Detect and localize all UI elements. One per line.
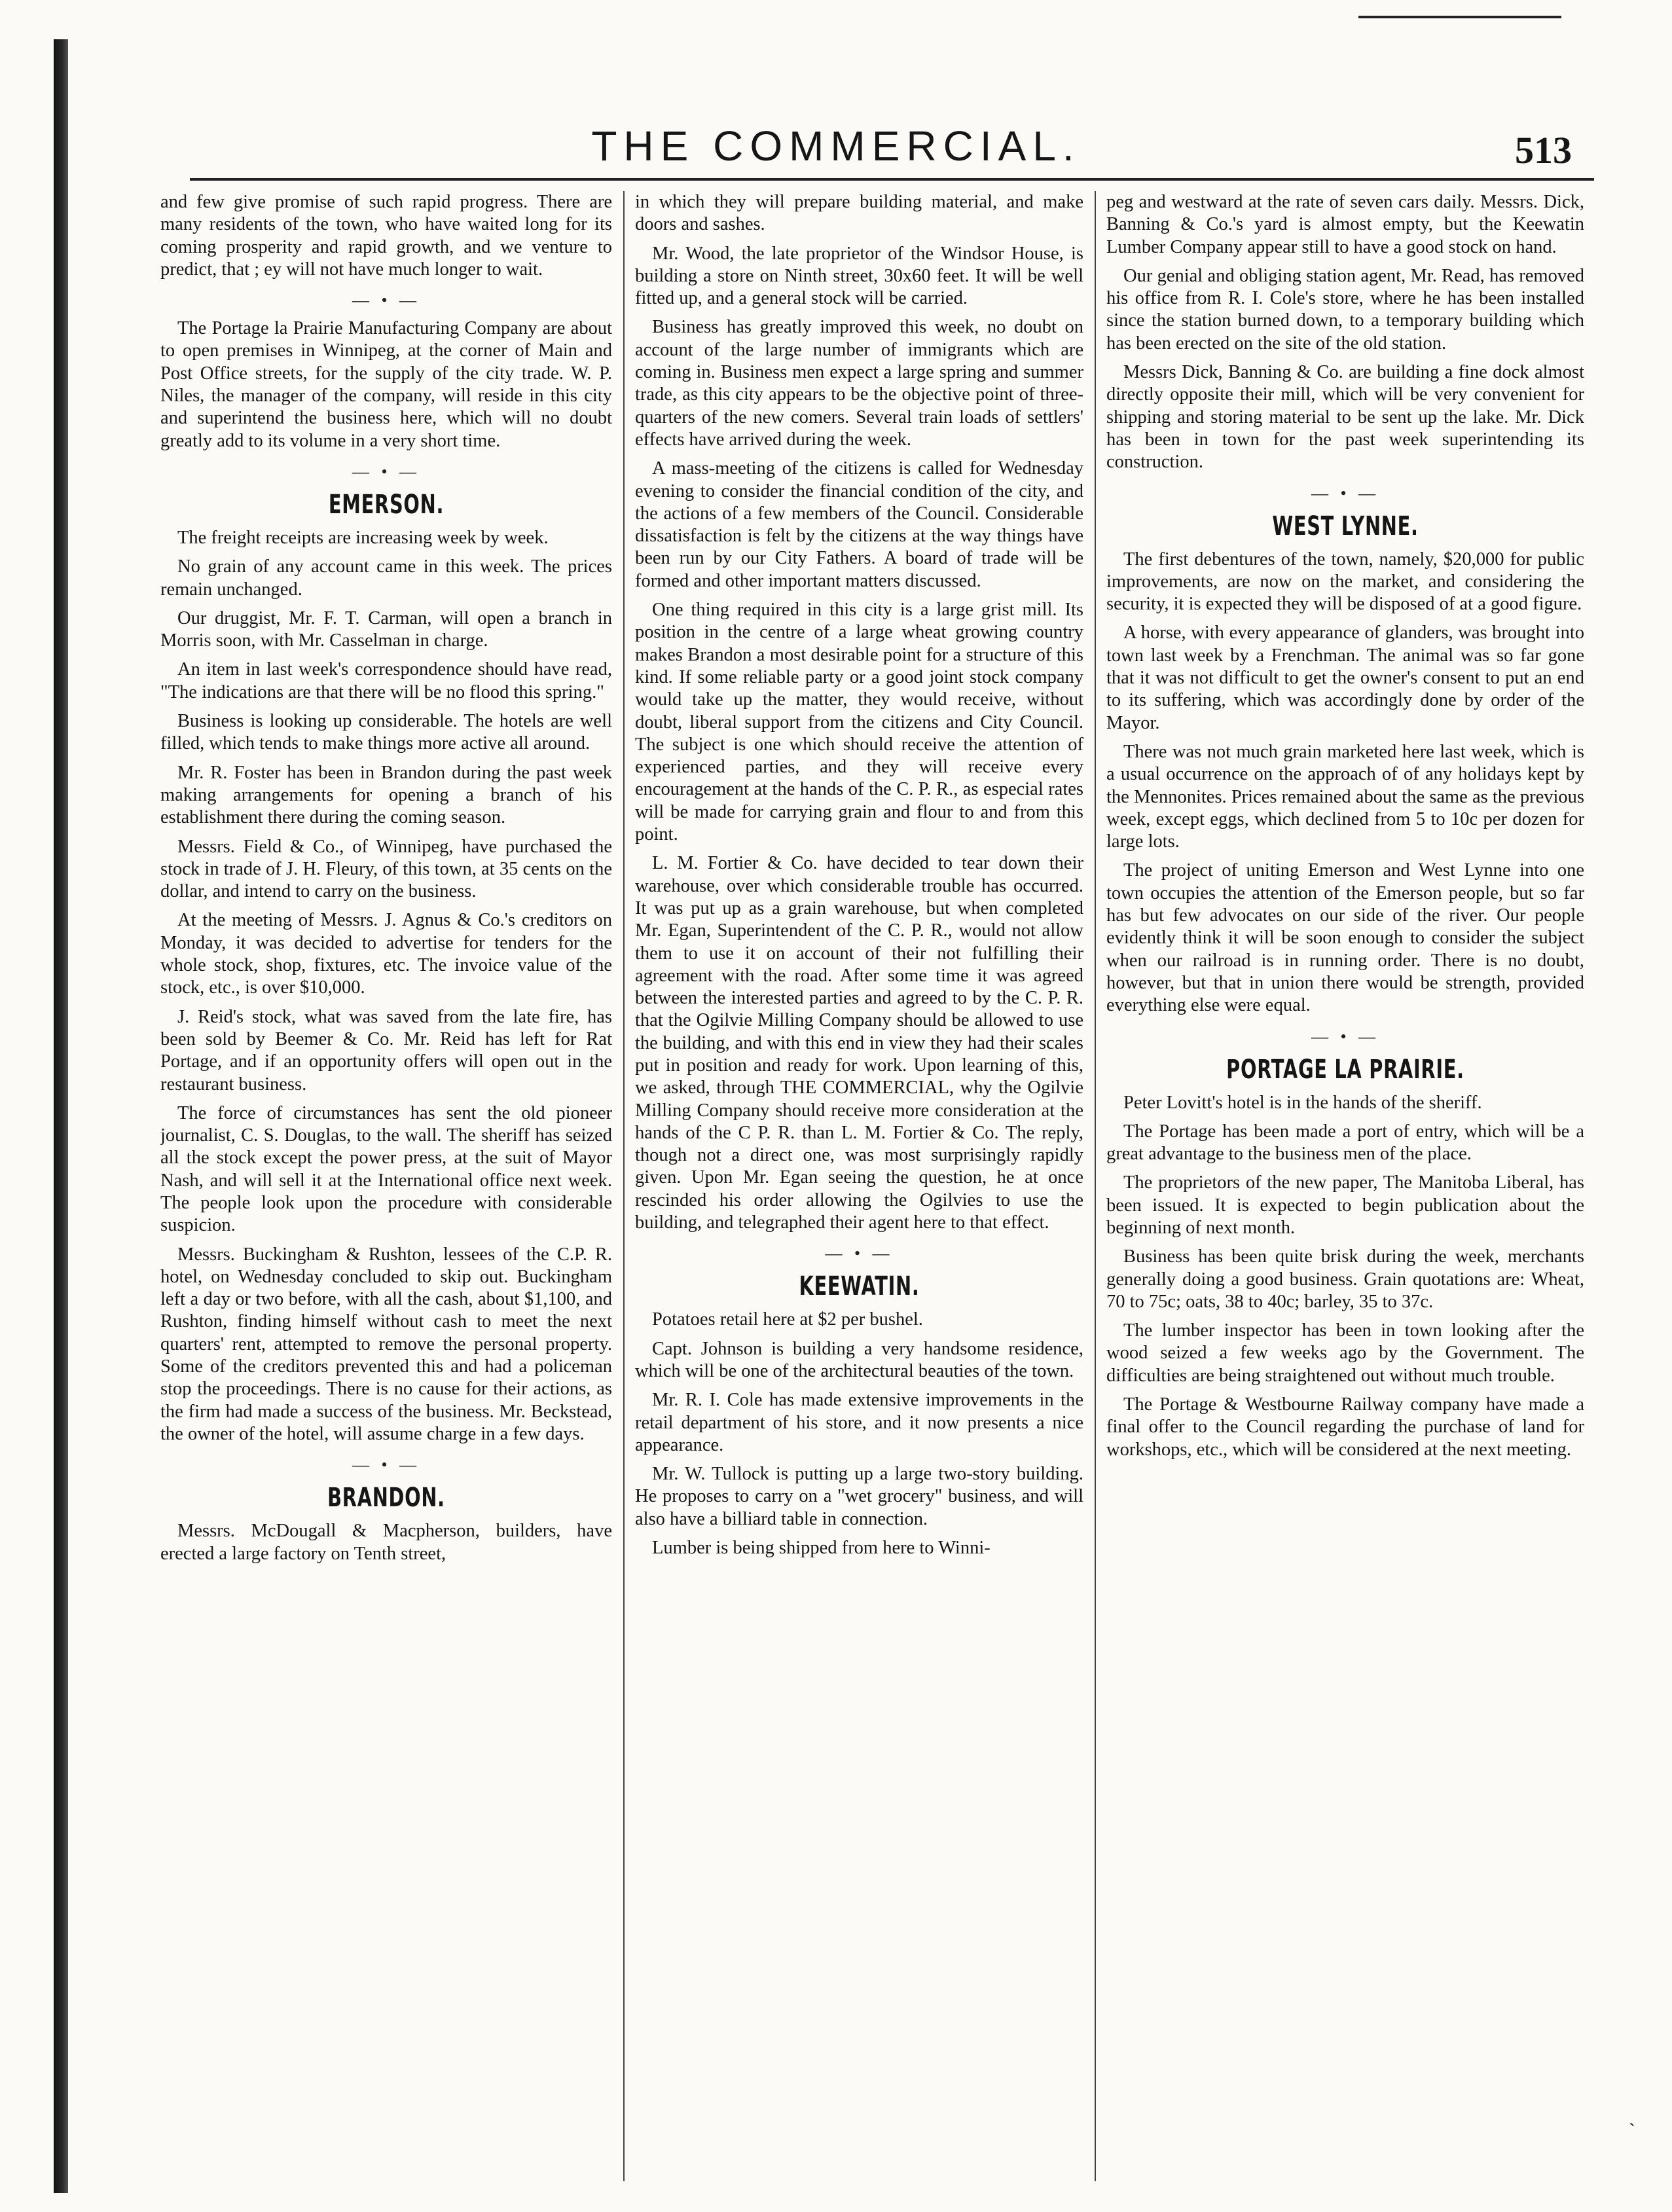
column-1 [160, 191, 612, 2181]
section-heading: BRANDON. [327, 1483, 445, 1514]
article-paragraph: The lumber inspector has been in town looking after the wood seized a few weeks ago by the Government. The difficulties are being straightened out without much trouble. [1106, 1320, 1584, 1386]
article-paragraph: One thing required in this city is a large grist mill. Its position in the centre of a large wheat growing country makes Brandon a most desirable point for a structure of this kind. If some reliable party or a good joint stock company would take up the matter, they would receive, without doubt, liberal support from the citizens and City Council. The subject is one which should receive the attention of experienced parties, and they will receive every encouragement at the hands of the C. P. R., as especial rates will be made for carrying grain and flour to and from this point. [635, 600, 1083, 845]
article-paragraph: Mr. R. I. Cole has made extensive improvements in the retail department of his store, and it now presents a nice appearance. [635, 1390, 1083, 1455]
article-paragraph: and few give promise of such rapid progress. There are many residents of the town, who have waited long for its coming prosperity and rapid growth, and we venture to predict, that ; ey will not have much longer to wait. [160, 192, 612, 280]
article-paragraph: The Portage has been made a port of entry, which will be a great advantage to the business men of the place. [1106, 1121, 1584, 1165]
article-paragraph: Messrs. McDougall & Macpherson, builders, have erected a large factory on Tenth street, [160, 1521, 612, 1564]
header-rule [190, 178, 1594, 181]
article-paragraph: The project of uniting Emerson and West Lynne into one town occupies the attention of the Emerson people, but so far has but few advocates on our side of the river. Our people evidently think it will be soon enough to consider the subject when our railroad is in running order. There is no doubt, however, but that in union there would be strength, provided everything else were equal. [1106, 860, 1584, 1016]
article-paragraph: A horse, with every appearance of glanders, was brought into town last week by a Frenchman. The animal was so far gone that it was not difficult to get the owner's consent to put an end to its suffering, which was accordingly done by order of the Mayor. [1106, 623, 1584, 733]
column-divider-1 [623, 191, 625, 2181]
article-paragraph: Messrs Dick, Banning & Co. are building a fine dock almost directly opposite their mill, which will be very convenient for shipping and storing material to be sent up the lake. Mr. Dick has been in town for the past week superintending its construction. [1106, 362, 1584, 473]
article-paragraph: Mr. R. Foster has been in Brandon during the past week making arrangements for opening a branch of his establishment there during the coming season. [160, 762, 612, 828]
article-paragraph: Mr. W. Tullock is putting up a large two-story building. He proposes to carry on a "wet grocery" business, and will also have a billiard table in connection. [635, 1464, 1083, 1529]
article-paragraph: Business is looking up considerable. The hotels are well filled, which tends to make things more active all around. [160, 711, 612, 754]
article-paragraph: peg and westward at the rate of seven cars daily. Messrs. Dick, Banning & Co.'s yard is almost empty, but the Keewatin Lumber Company appear still to have a good stock on hand. [1106, 192, 1584, 257]
article-paragraph: Messrs. Field & Co., of Winnipeg, have purchased the stock in trade of J. H. Fleury, of this town, at 35 cents on the dollar, and intend to carry on the business. [160, 836, 612, 902]
section-heading: KEEWATIN. [799, 1271, 920, 1302]
section-separator: — • — [352, 1455, 421, 1475]
section-separator: — • — [352, 291, 421, 310]
article-paragraph: J. Reid's stock, what was saved from the late fire, has been sold by Beemer & Co. Mr. Reid has left for Rat Portage, and if an opportunity offers will open out in the restaurant business. [160, 1006, 612, 1095]
column-2 [635, 191, 1083, 2181]
article-paragraph: L. M. Fortier & Co. have decided to tear down their warehouse, over which considerable trouble has occurred. It was put up as a grain warehouse, but when completed Mr. Egan, Superintendent of the C. P. R., would not allow them to use it on account of their not fulfilling their agreement with the road. After some time it was agreed between the interested parties and agreed to by the C. P. R. that the Ogilvie Milling Company should be allowed to use the building, and with this end in view they had their scales put in position and ready for work. Upon learning of this, we asked, through THE COMMERCIAL, why the Ogilvie Milling Company should receive more consideration at the hands of the C P. R. than L. M. Fortier & Co. The reply, though not a direct one, was most surprisingly rapidly given. Upon Mr. Egan seeing the question, he at once rescinded his order allowing the Ogilvies to use the building, and telegraphed their agent here to that effect. [635, 853, 1083, 1233]
section-heading: WEST LYNNE. [1272, 511, 1419, 541]
top-corner-rule [1358, 16, 1561, 18]
article-paragraph: Our genial and obliging station agent, Mr. Read, has removed his office from R. I. Cole's store, where he has been installed since the station burned down, to a temporary building which has been erected on the site of the old station. [1106, 265, 1584, 354]
article-paragraph: in which they will prepare building material, and make doors and sashes. [635, 192, 1083, 235]
article-paragraph: Messrs. Buckingham & Rushton, lessees of the C.P. R. hotel, on Wednesday concluded to skip out. Buckingham left a day or two before, with all the cash, about $1,100, and Rushton, finding himself without cash to meet the next quarters' rent, attempted to remove the personal property. Some of the creditors prevented this and had a policeman stop the proceedings. There is no cause for their actions, as the firm had made a success of the business. Mr. Beckstead, the owner of the hotel, will assume charge in a few days. [160, 1244, 612, 1444]
column-3 [1106, 191, 1584, 2181]
article-paragraph: The force of circumstances has sent the old pioneer journalist, C. S. Douglas, to the wall. The sheriff has seized all the stock except the power press, at the suit of Mayor Nash, and will sell it at the International office next week. The people look upon the procedure with considerable suspicion. [160, 1102, 612, 1236]
section-separator: — • — [352, 462, 421, 481]
section-separator: — • — [825, 1244, 894, 1263]
section-separator: — • — [1311, 1026, 1380, 1046]
article-paragraph: The proprietors of the new paper, The Manitoba Liberal, has been issued. It is expected to begin publication about the beginning of next month. [1106, 1172, 1584, 1238]
margin-mark: ` [1629, 2120, 1635, 2141]
article-paragraph: Our druggist, Mr. F. T. Carman, will open a branch in Morris soon, with Mr. Casselman in charge. [160, 607, 612, 651]
article-paragraph: An item in last week's correspondence should have read, "The indications are that there will be no flood this spring." [160, 659, 612, 702]
article-paragraph: The Portage la Prairie Manufacturing Company are about to open premises in Winnipeg, at the corner of Main and Post Office streets, for the supply of the city trade. W. P. Niles, the manager of the company, will reside in this city and superintend the business here, which will no doubt greatly add to its volume in a very short time. [160, 318, 612, 451]
article-paragraph: Lumber is being shipped from here to Winni- [652, 1538, 990, 1559]
article-paragraph: There was not much grain marketed here last week, which is a usual occurrence on the approach of of any holidays kept by the Mennonites. Prices remained about the same as the previous week, except eggs, which declined from 5 to 10c per dozen for large lots. [1106, 741, 1584, 852]
section-heading: PORTAGE LA PRAIRIE. [1226, 1054, 1464, 1085]
section-separator: — • — [1311, 483, 1380, 503]
section-heading: EMERSON. [328, 489, 445, 520]
article-paragraph: The Portage & Westbourne Railway company have made a final offer to the Council regarding the purchase of land for workshops, etc., which will be considered at the next meeting. [1106, 1394, 1584, 1460]
article-paragraph: A mass-meeting of the citizens is called for Wednesday evening to consider the financial condition of the city, and the actions of a few members of the Council. Considerable dissatisfaction is felt by the citizens at the way things have been run by our City Fathers. A board of trade will be formed and other important matters discussed. [635, 458, 1083, 591]
article-paragraph: Capt. Johnson is building a very handsome residence, which will be one of the architectural beauties of the town. [635, 1338, 1083, 1381]
page-binding-edge [54, 39, 68, 2193]
article-paragraph: At the meeting of Messrs. J. Agnus & Co.'s creditors on Monday, it was decided to advertise for tenders for the whole stock, shop, fixtures, etc. The invoice value of the stock, etc., is over $10,000. [160, 910, 612, 998]
article-paragraph: No grain of any account came in this week. The prices remain unchanged. [160, 556, 612, 600]
article-paragraph: Business has greatly improved this week, no doubt on account of the large number of immigrants which are coming in. Business men expect a large spring and summer trade, as this city appears to be the objective point of three-quarters of the new comers. Several train loads of settlers' effects have arrived during the week. [635, 317, 1083, 450]
column-divider-2 [1095, 191, 1096, 2181]
page-title: THE COMMERCIAL. [591, 122, 1081, 170]
article-paragraph: Potatoes retail here at $2 per bushel. [652, 1309, 923, 1330]
page-number: 513 [1515, 129, 1572, 172]
article-paragraph: Business has been quite brisk during the week, merchants generally doing a good business. Grain quotations are: Wheat, 70 to 75c; oats, 38 to 40c; barley, 35 to 37c. [1106, 1246, 1584, 1312]
article-paragraph: The first debentures of the town, namely, $20,000 for public improvements, are now on the market, and considering the security, it is expected they will be disposed of at a good figure. [1106, 549, 1584, 615]
article-paragraph: Mr. Wood, the late proprietor of the Windsor House, is building a store on Ninth street, 30x60 feet. It will be well fitted up, and a general stock will be carried. [635, 243, 1083, 309]
article-paragraph: Peter Lovitt's hotel is in the hands of the sheriff. [1123, 1092, 1482, 1113]
article-paragraph: The freight receipts are increasing week by week. [177, 527, 549, 548]
